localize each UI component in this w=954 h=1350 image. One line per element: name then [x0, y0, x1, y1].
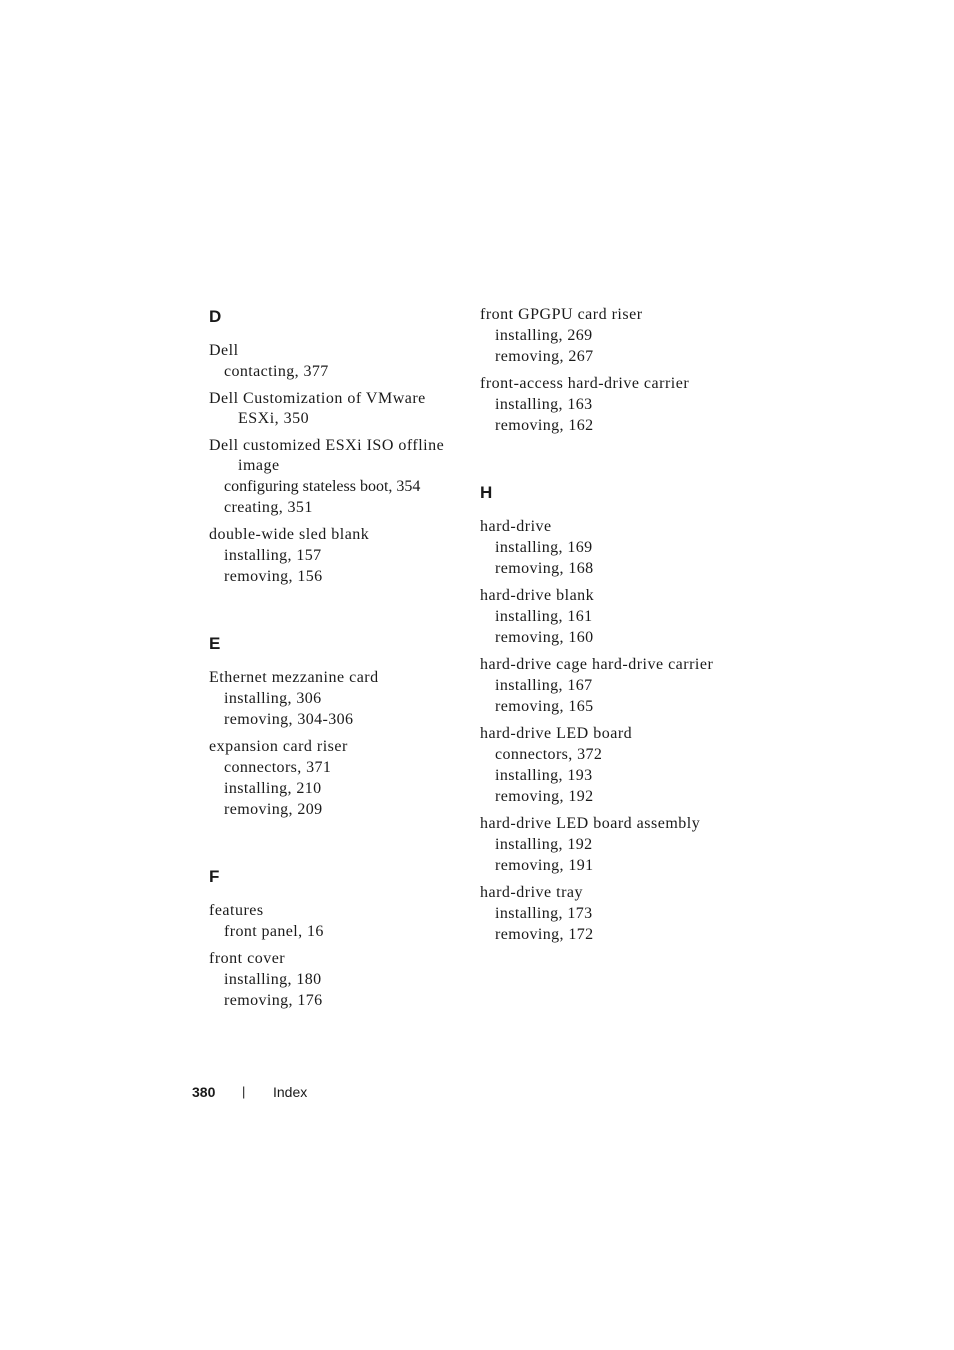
index-subentry: installing, 192	[495, 836, 593, 853]
section-letter: F	[209, 867, 220, 886]
index-subentry: configuring stateless boot, 354	[224, 478, 421, 495]
index-left-column	[209, 305, 459, 1011]
footer-separator: |	[242, 1084, 246, 1099]
index-subentry: creating, 351	[224, 499, 313, 516]
index-entry	[209, 341, 459, 382]
footer-section-label: Index	[273, 1084, 308, 1100]
index-subentry: removing, 160	[495, 629, 594, 646]
index-term: front cover	[209, 950, 286, 967]
index-subentry: removing, 191	[495, 857, 594, 874]
index-subentry: removing, 192	[495, 788, 594, 805]
index-term: hard-drive	[480, 518, 552, 535]
index-term: Dell customized ESXi ISO offline image	[209, 437, 445, 474]
index-subentry: removing, 162	[495, 417, 594, 434]
section-letter: D	[209, 307, 222, 326]
index-entry	[209, 949, 459, 1011]
index-subentry: installing, 157	[224, 547, 322, 564]
index-subentry: installing, 161	[495, 608, 593, 625]
index-subentry: installing, 180	[224, 971, 322, 988]
index-subentry: connectors, 371	[224, 759, 332, 776]
index-subentry: removing, 168	[495, 560, 594, 577]
index-subentry: removing, 172	[495, 926, 594, 943]
index-entry	[480, 655, 740, 717]
index-subentry: contacting, 377	[224, 363, 329, 380]
index-term: Dell Customization of VMware ESXi, 350	[209, 390, 426, 427]
index-subentry: installing, 210	[224, 780, 322, 797]
index-section-h	[480, 481, 740, 945]
index-entry	[480, 517, 740, 579]
index-entry	[480, 883, 740, 945]
section-letter: E	[209, 634, 221, 653]
page-footer	[192, 1083, 307, 1101]
index-subentry: removing, 304-306	[224, 711, 354, 728]
index-entry	[480, 814, 740, 876]
index-entry	[209, 737, 459, 820]
index-term: features	[209, 902, 264, 919]
index-subentry: installing, 163	[495, 396, 593, 413]
index-term: hard-drive tray	[480, 884, 584, 901]
index-entry	[480, 724, 740, 807]
index-term: Dell	[209, 342, 239, 359]
index-subentry: installing, 193	[495, 767, 593, 784]
section-letter: H	[480, 483, 493, 502]
index-entry	[209, 668, 459, 730]
index-entry	[480, 305, 740, 367]
page-number: 380	[192, 1084, 216, 1100]
index-entry	[209, 389, 459, 429]
index-entry	[480, 374, 740, 436]
index-entry	[209, 901, 459, 942]
index-right-column	[480, 305, 740, 945]
index-subentry: removing, 267	[495, 348, 594, 365]
index-subentry: installing, 306	[224, 690, 322, 707]
index-section-e	[209, 632, 459, 820]
index-section-d	[209, 305, 459, 587]
index-subentry: removing, 209	[224, 801, 323, 818]
index-term: expansion card riser	[209, 738, 348, 755]
index-term: front-access hard-drive carrier	[480, 375, 690, 392]
index-term: front GPGPU card riser	[480, 306, 643, 323]
index-term: hard-drive cage hard-drive carrier	[480, 656, 714, 673]
index-entry	[209, 436, 459, 518]
index-subentry: removing, 176	[224, 992, 323, 1009]
index-continuation	[480, 305, 740, 436]
index-term: Ethernet mezzanine card	[209, 669, 379, 686]
index-entry	[209, 525, 459, 587]
index-term: double-wide sled blank	[209, 526, 370, 543]
index-subentry: connectors, 372	[495, 746, 603, 763]
index-subentry: removing, 156	[224, 568, 323, 585]
index-term: hard-drive blank	[480, 587, 595, 604]
index-subentry: installing, 167	[495, 677, 593, 694]
index-subentry: front panel, 16	[224, 923, 324, 940]
index-subentry: installing, 173	[495, 905, 593, 922]
index-term: hard-drive LED board	[480, 725, 633, 742]
index-subentry: removing, 165	[495, 698, 594, 715]
index-subentry: installing, 269	[495, 327, 593, 344]
index-term: hard-drive LED board assembly	[480, 815, 701, 832]
index-section-f	[209, 865, 459, 1011]
index-subentry: installing, 169	[495, 539, 593, 556]
index-entry	[480, 586, 740, 648]
